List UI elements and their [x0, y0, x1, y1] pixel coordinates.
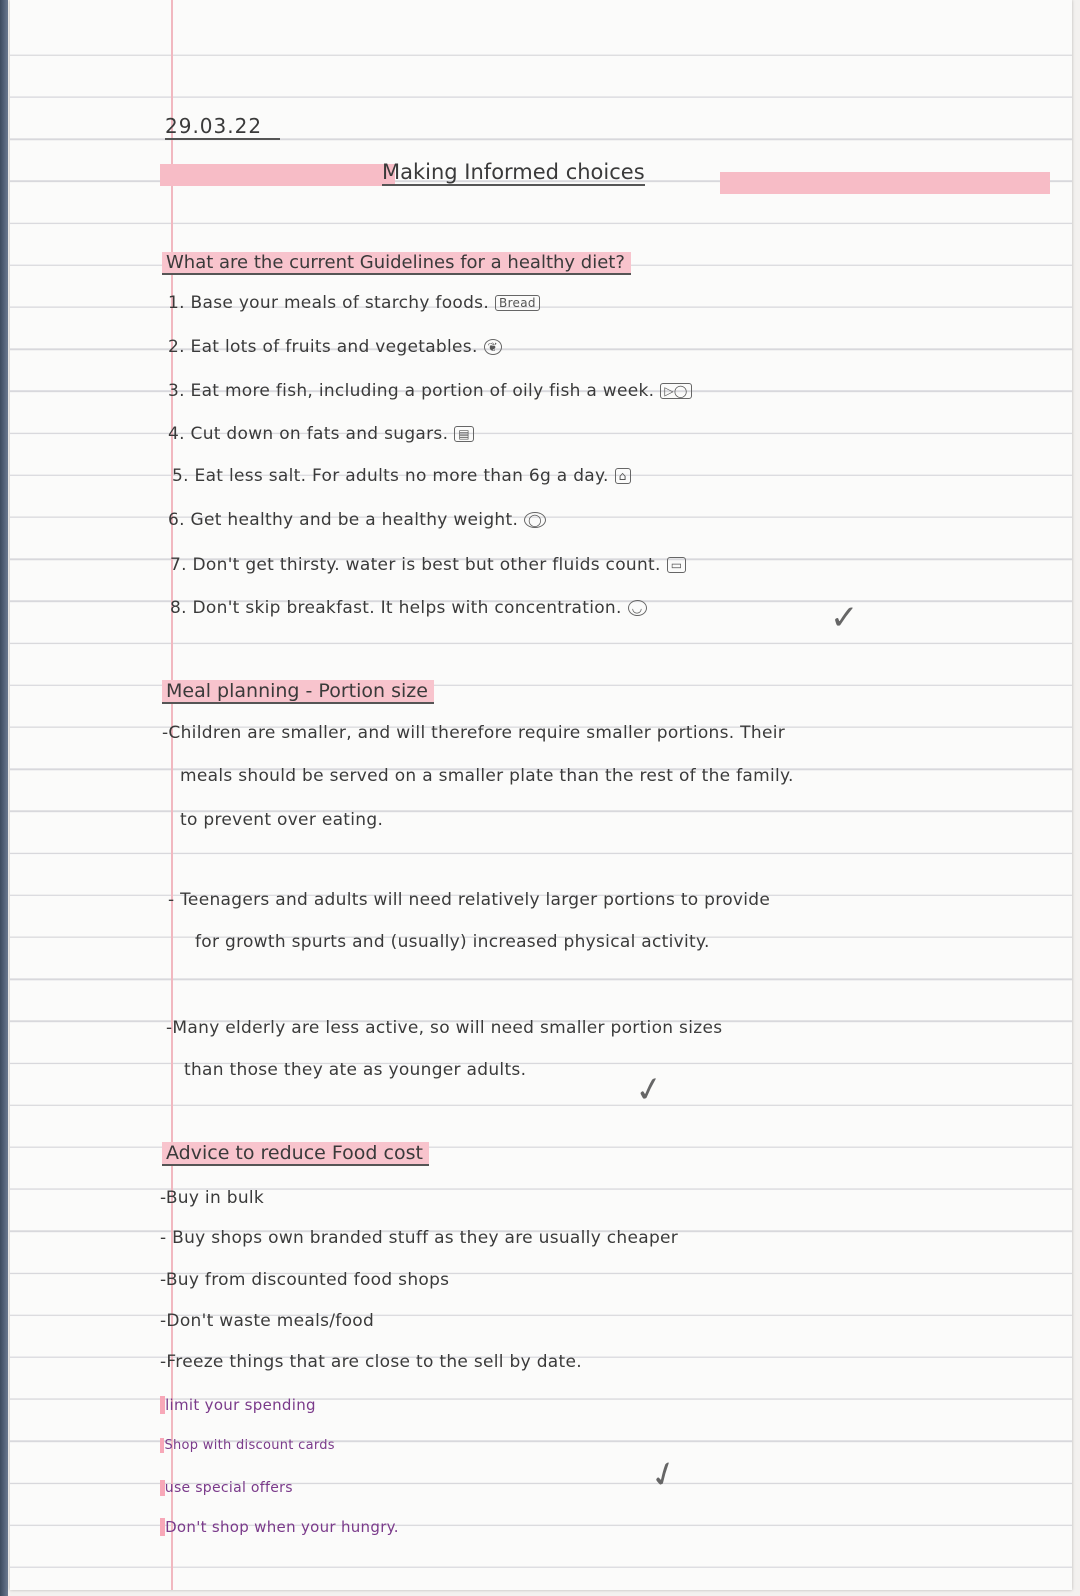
- food-cost-item-5: -Freeze things that are close to the sell by date.: [160, 1352, 582, 1372]
- purple-item-text: Shop with discount cards: [164, 1438, 335, 1453]
- guidelines-heading: What are the current Guidelines for a healthy diet?: [162, 252, 631, 275]
- meal-planning-heading: Meal planning - Portion size: [162, 680, 434, 704]
- guideline-text: 2. Eat lots of fruits and vegetables.: [168, 337, 478, 357]
- scale-icon: ◯: [524, 512, 546, 528]
- check-mark-icon: ✓: [830, 598, 859, 638]
- notebook-spine: [0, 0, 8, 1596]
- fish-icon: ▷◯: [660, 383, 691, 399]
- meal-planning-p2-line-1: - Teenagers and adults will need relatively larger portions to provide: [168, 890, 771, 910]
- guideline-item-6: [168, 510, 546, 530]
- guideline-text: 4. Cut down on fats and sugars.: [168, 424, 449, 444]
- guideline-item-3: [168, 381, 692, 401]
- food-cost-item-1: -Buy in bulk: [160, 1188, 265, 1208]
- date: 29.03.22: [165, 114, 280, 140]
- title-row: [160, 160, 1060, 194]
- fruit-icon: ❦: [484, 339, 502, 355]
- guideline-text: 5. Eat less salt. For adults no more than 6g a day.: [172, 466, 609, 486]
- guideline-item-2: [168, 337, 502, 357]
- food-cost-heading: Advice to reduce Food cost: [162, 1142, 429, 1166]
- page-title: Making Informed choices: [382, 160, 645, 184]
- guideline-text: 6. Get healthy and be a healthy weight.: [168, 510, 519, 530]
- guideline-text: 7. Don't get thirsty. water is best but other fluids count.: [170, 555, 661, 575]
- title-highlight-right: [720, 172, 1050, 194]
- guideline-text: 8. Don't skip breakfast. It helps with concentration.: [170, 598, 622, 618]
- guideline-item-1: [168, 293, 540, 313]
- purple-item-text: Don't shop when your hungry.: [165, 1518, 399, 1536]
- title-highlight-left: [160, 164, 395, 186]
- food-cost-item-3: -Buy from discounted food shops: [160, 1270, 450, 1290]
- guideline-item-8: [170, 598, 647, 618]
- food-cost-purple-item-3: [160, 1480, 293, 1496]
- meal-planning-p1-line-1: -Children are smaller, and will therefore require smaller portions. Their: [162, 723, 786, 743]
- guideline-text: 1. Base your meals of starchy foods.: [168, 293, 490, 313]
- food-cost-item-4: -Don't waste meals/food: [160, 1311, 375, 1331]
- food-cost-item-2: - Buy shops own branded stuff as they are usually cheaper: [160, 1228, 679, 1248]
- check-mark-icon: ✓: [644, 1451, 685, 1499]
- guideline-item-5: [172, 466, 631, 486]
- glass-icon: ▭: [667, 557, 687, 573]
- guideline-item-7: [170, 555, 686, 575]
- purple-item-text: limit your spending: [165, 1396, 316, 1414]
- meal-planning-p3-line-2: than those they ate as younger adults.: [184, 1060, 527, 1080]
- food-cost-purple-item-1: [160, 1396, 316, 1414]
- meal-planning-p1-line-3: to prevent over eating.: [180, 810, 384, 830]
- meal-planning-p3-line-1: -Many elderly are less active, so will need smaller portion sizes: [166, 1018, 723, 1038]
- meal-planning-p2-line-2: for growth spurts and (usually) increased physical activity.: [195, 932, 710, 952]
- food-cost-purple-item-2: [160, 1438, 335, 1453]
- purple-item-text: use special offers: [164, 1480, 293, 1496]
- bread-icon: Bread: [495, 295, 540, 311]
- bowl-icon: ◡: [628, 600, 647, 616]
- guideline-text: 3. Eat more fish, including a portion of oily fish a week.: [168, 381, 655, 401]
- guideline-item-4: [168, 424, 474, 444]
- sugar-icon: ▤: [454, 426, 474, 442]
- check-mark-icon: ✓: [631, 1067, 667, 1113]
- meal-planning-p1-line-2: meals should be served on a smaller plate than the rest of the family.: [180, 766, 794, 786]
- food-cost-purple-item-4: [160, 1518, 399, 1536]
- salt-icon: ⌂: [615, 468, 631, 484]
